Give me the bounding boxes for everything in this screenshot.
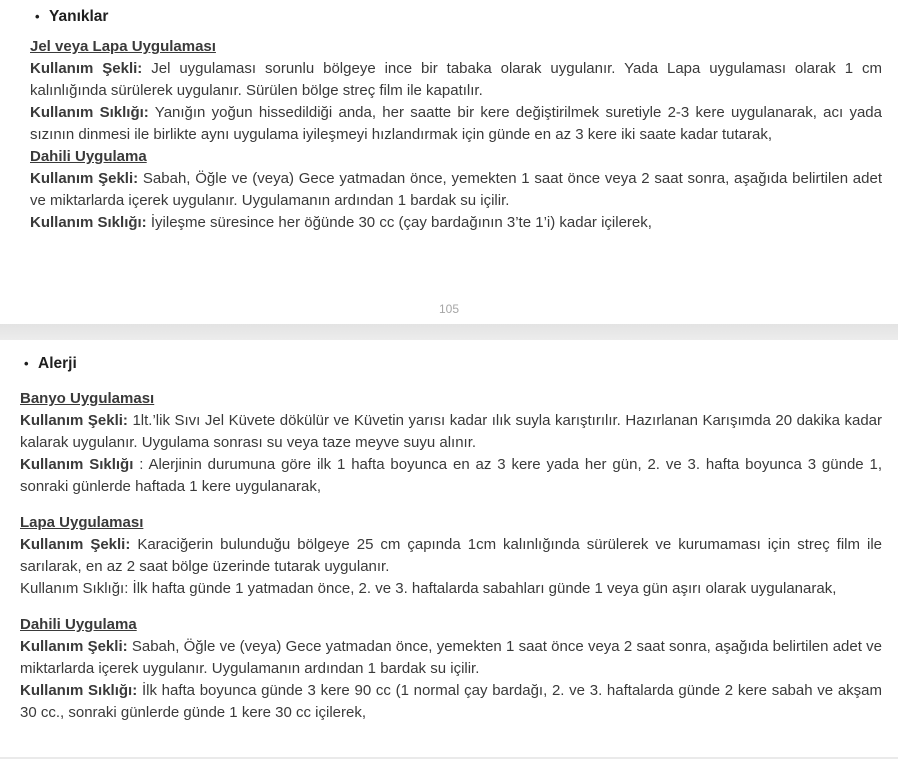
paragraph-text: : Alerjinin durumuna göre ilk 1 hafta boyunca en az 3 kere yada her gün, 2. ve 3. hafta boyunca 3 günde 1, sonraki günlerde haftada 1 kere uygulanarak, [20,456,882,495]
page1-heading [35,6,882,28]
section-lapa-uygulamasi [20,512,882,600]
paragraph-text: İlk hafta boyunca günde 3 kere 90 cc (1 normal çay bardağı, 2. ve 3. haftalarda günde 2 kere sabah ve akşam 30 cc., sonraki günlerde günde 1 kere 30 cc içilerek, [20,682,883,721]
kullanim-sikligi-label: Kullanım Sıklığı: [20,580,129,597]
section-title: Lapa Uygulaması [20,514,144,531]
kullanim-sikligi-label: Kullanım Sıklığı: [30,214,147,231]
page2-heading [24,353,882,375]
paragraph-kullanim-sekli [20,636,882,680]
kullanim-sikligi-label: Kullanım Sıklığı [20,456,134,473]
paragraph-kullanim-sikligi [30,102,882,146]
kullanim-sikligi-label: Kullanım Sıklığı: [30,104,149,121]
paragraph-kullanim-sikligi [20,578,882,600]
kullanim-sekli-label: Kullanım Şekli: [20,638,128,655]
paragraph-kullanim-sikligi [20,454,882,498]
section-title: Jel veya Lapa Uygulaması [30,38,216,55]
section-banyo-uygulamasi [20,388,882,498]
paragraph-text: İlk hafta günde 1 yatmadan önce, 2. ve 3. haftalarda sabahları günde 1 veya gün aşırı olarak uygulanarak, [128,580,837,597]
section-title: Dahili Uygulama [20,616,137,633]
section-title: Dahili Uygulama [30,148,147,165]
paragraph-text: 1lt.’lik Sıvı Jel Küvete dökülür ve Küvetin yarısı kadar ılık suyla karıştırılır. Hazırlanan Karışımda 20 dakika kadar kalarak uygulanır. Uygulama sonrası su veya taze meyve suyu alınır. [20,412,882,451]
paragraph-kullanim-sekli [20,534,882,578]
bullet-icon: • [35,9,40,24]
section-dahili-uygulama [20,614,882,724]
section-jel-veya-lapa-uygulamasi [30,36,882,146]
section-title: Banyo Uygulaması [20,390,155,407]
page-number: 105 [438,302,460,316]
section-dahili-uygulama [30,146,882,234]
paragraph-kullanim-sikligi [20,680,882,724]
paragraph-kullanim-sekli [20,410,882,454]
page-1 [0,0,898,324]
kullanim-sikligi-label: Kullanım Sıklığı: [20,682,138,699]
kullanim-sekli-label: Kullanım Şekli: [30,60,143,77]
paragraph-kullanim-sekli [30,58,882,102]
page2-heading-text: Alerji [38,355,77,372]
paragraph-kullanim-sikligi [30,212,882,234]
paragraph-text: Jel uygulaması sorunlu bölgeye ince bir tabaka olarak uygulanır. Yada Lapa uygulaması olarak 1 cm kalınlığında sürülerek uygulanır. Sürülen bölge streç film ile kapatılır. [30,60,882,99]
bullet-icon: • [24,356,29,371]
kullanim-sekli-label: Kullanım Şekli: [30,170,139,187]
page-separator [0,324,898,340]
paragraph-text: Sabah, Öğle ve (veya) Gece yatmadan önce, yemekten 1 saat önce veya 2 saat sonra, aşağıda belirtilen adet ve miktarlarda içerek uygulanır. Uygulamanın ardından 1 bardak su içilir. [20,638,882,677]
kullanim-sekli-label: Kullanım Şekli: [20,536,131,553]
paragraph-text: Yanığın yoğun hissedildiği anda, her saatte bir kere değiştirilmek suretiyle 2-3 kere uygulanarak, acı yada sızının dinmesi ile birlikte aynı uygulama iyileşmeyi hızlandırmak için günde en az 3 kere iki saate kadar tutarak, [30,104,882,143]
page-2 [0,340,898,759]
paragraph-text: Karaciğerin bulunduğu bölgeye 25 cm çapında 1cm kalınlığında sürülerek ve kurumaması için streç film ile sarılarak, en az 2 saat bölge üzerinde tutarak uygulanır. [20,536,882,575]
paragraph-text: İyileşme süresince her öğünde 30 cc (çay bardağının 3’te 1’i) kadar içilerek, [146,214,652,231]
kullanim-sekli-label: Kullanım Şekli: [20,412,128,429]
paragraph-kullanim-sekli [30,168,882,212]
page1-heading-text: Yanıklar [49,8,109,25]
paragraph-text: Sabah, Öğle ve (veya) Gece yatmadan önce, yemekten 1 saat önce veya 2 saat sonra, aşağıda belirtilen adet ve miktarlarda içerek uygulanır. Uygulamanın ardından 1 bardak su içilir. [30,170,882,209]
